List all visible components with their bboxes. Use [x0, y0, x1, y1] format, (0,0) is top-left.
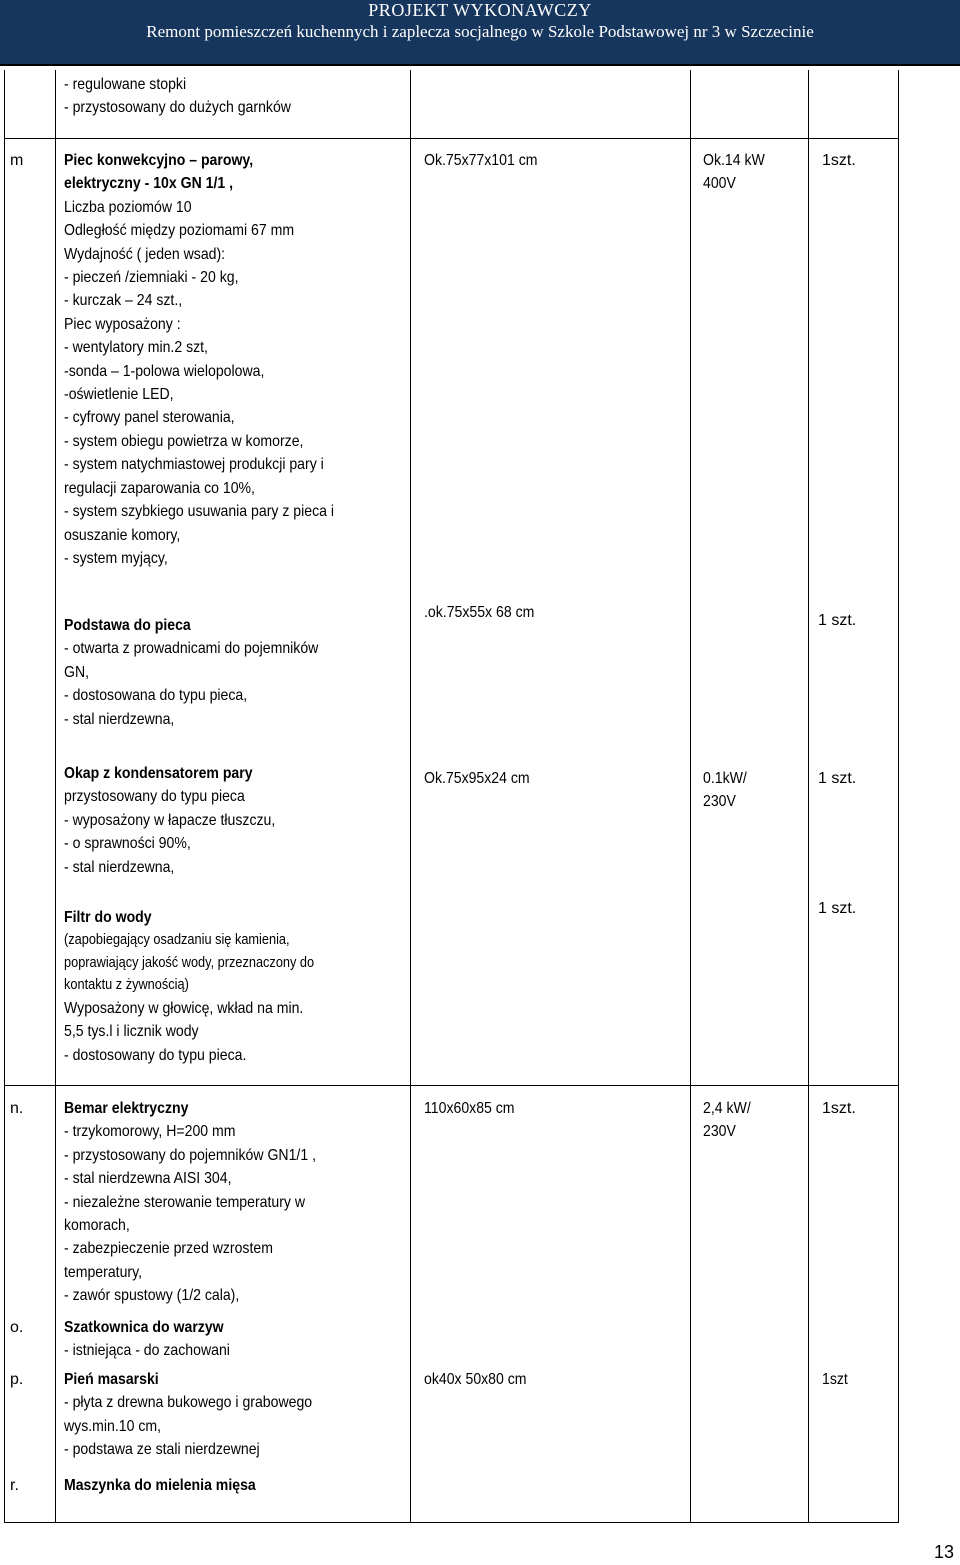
- top-continuation: [64, 73, 291, 120]
- text-line: Wyposażony w głowicę, wkład na min.: [64, 999, 304, 1017]
- item-m-power: [703, 149, 765, 196]
- header-title: PROJEKT WYKONAWCZY: [368, 0, 592, 20]
- text-line: (zapobiegający osadzaniu się kamienia,: [64, 932, 290, 949]
- item-title: Bemar elektryczny: [64, 1100, 189, 1117]
- text-line: 2,4 kW/: [703, 1100, 751, 1117]
- text-line: Ok.14 kW: [703, 152, 765, 169]
- item-p-dimensions: ok40x 50x80 cm: [424, 1371, 527, 1388]
- text-line: - podstawa ze stali nierdzewnej: [64, 1441, 260, 1459]
- item-p-quantity: 1szt: [822, 1371, 848, 1388]
- text-line: - dostosowany do typu pieca.: [64, 1046, 247, 1064]
- item-podstawa-description: [64, 614, 318, 731]
- text-line: 400V: [703, 175, 736, 193]
- item-title: elektryczny - 10x GN 1/1 ,: [64, 175, 234, 193]
- text-line: - wyposażony w łapacze tłuszczu,: [64, 811, 276, 829]
- text-line: - stal nierdzewna,: [64, 710, 175, 728]
- item-podstawa-quantity: 1 szt.: [818, 612, 857, 629]
- text-line: wys.min.10 cm,: [64, 1417, 162, 1435]
- document-header: [0, 0, 960, 64]
- item-n-description: [64, 1097, 316, 1308]
- text-line: - wentylatory min.2 szt,: [64, 339, 208, 357]
- text-line: - system natychmiastowej produkcji pary i: [64, 456, 324, 474]
- column-divider-4: [808, 70, 809, 1522]
- text-line: 0.1kW/: [703, 770, 747, 787]
- item-title: Piec konwekcyjno – parowy,: [64, 152, 254, 169]
- item-okap-dimensions: Ok.75x95x24 cm: [424, 770, 530, 787]
- item-o-description: [64, 1316, 230, 1363]
- item-m-quantity: 1szt.: [822, 152, 856, 169]
- item-n-quantity: 1szt.: [822, 1100, 856, 1117]
- item-title: Filtr do wody: [64, 909, 152, 926]
- item-n-power: [703, 1097, 751, 1144]
- text-line: -oświetlenie LED,: [64, 386, 174, 404]
- text-line: - przystosowany do dużych garnków: [64, 99, 291, 117]
- text-line: 230V: [703, 1123, 736, 1141]
- text-line: - otwarta z prowadnicami do pojemników: [64, 640, 319, 658]
- item-okap-power: [703, 767, 747, 814]
- text-line: osuszanie komory,: [64, 526, 181, 544]
- row-letter-m: m: [10, 152, 24, 169]
- text-line: - pieczeń /ziemniaki - 20 kg,: [64, 269, 239, 287]
- table-border-left: [4, 70, 5, 1522]
- text-line: - płyta z drewna bukowego i grabowego: [64, 1394, 313, 1412]
- text-line: poprawiający jakość wody, przeznaczony do: [64, 954, 315, 971]
- text-line: - stal nierdzewna,: [64, 858, 175, 876]
- text-line: - system szybkiego usuwania pary z pieca i: [64, 503, 334, 521]
- text-line: 230V: [703, 793, 736, 811]
- text-line: - przystosowany do pojemników GN1/1 ,: [64, 1146, 316, 1164]
- text-line: - cyfrowy panel sterowania,: [64, 409, 235, 427]
- item-title: Pień masarski: [64, 1371, 159, 1388]
- header-rule: [0, 64, 960, 66]
- row-divider-2: [4, 1085, 899, 1086]
- row-letter-n: n.: [10, 1100, 24, 1117]
- text-line: - istniejąca - do zachowani: [64, 1342, 230, 1360]
- row-letter-r: r.: [10, 1477, 19, 1494]
- text-line: - system myjący,: [64, 549, 168, 567]
- item-title: Okap z kondensatorem pary: [64, 765, 253, 782]
- text-line: - dostosowana do typu pieca,: [64, 687, 248, 705]
- item-filtr-quantity: 1 szt.: [818, 900, 857, 917]
- header-subtitle: Remont pomieszczeń kuchennych i zaplecza socjalnego w Szkole Podstawowej nr 3 w Szczecinie: [146, 22, 814, 41]
- page-number: 13: [934, 1542, 955, 1562]
- row-divider-1: [4, 138, 899, 139]
- item-m-description: [64, 149, 334, 570]
- text-line: - kurczak – 24 szt.,: [64, 292, 183, 310]
- item-okap-quantity: 1 szt.: [818, 770, 857, 787]
- text-line: Piec wyposażony :: [64, 315, 181, 333]
- item-p-description: [64, 1368, 312, 1462]
- text-line: Odległość między poziomami 67 mm: [64, 222, 295, 240]
- text-line: - system obiegu powietrza w komorze,: [64, 432, 304, 450]
- text-line: Wydajność ( jeden wsad):: [64, 245, 226, 263]
- text-line: 5,5 tys.l i licznik wody: [64, 1023, 199, 1041]
- text-line: Liczba poziomów 10: [64, 198, 192, 216]
- text-line: - o sprawności 90%,: [64, 835, 191, 853]
- text-line: temperatury,: [64, 1263, 142, 1281]
- item-n-dimensions: 110x60x85 cm: [424, 1100, 515, 1117]
- text-line: przystosowany do typu pieca: [64, 788, 245, 806]
- column-divider-3: [690, 70, 691, 1522]
- text-line: - zabezpieczenie przed wzrostem: [64, 1240, 273, 1258]
- text-line: komorach,: [64, 1217, 130, 1235]
- item-filtr-description: [64, 906, 314, 1067]
- table-border-bottom: [4, 1522, 899, 1523]
- text-line: kontaktu z żywnością): [64, 977, 189, 994]
- item-title: Podstawa do pieca: [64, 617, 191, 634]
- item-r-title: Maszynka do mielenia mięsa: [64, 1477, 256, 1494]
- text-line: - stal nierdzewna AISI 304,: [64, 1170, 232, 1188]
- row-letter-o: o.: [10, 1319, 24, 1336]
- text-line: - niezależne sterowanie temperatury w: [64, 1193, 306, 1211]
- column-divider-2: [410, 70, 411, 1522]
- item-okap-description: [64, 762, 275, 879]
- text-line: - trzykomorowy, H=200 mm: [64, 1123, 236, 1141]
- text-line: - zawór spustowy (1/2 cala),: [64, 1287, 240, 1305]
- row-letter-p: p.: [10, 1371, 24, 1388]
- text-line: - regulowane stopki: [64, 76, 187, 93]
- item-title: Szatkownica do warzyw: [64, 1319, 224, 1336]
- text-line: -sonda – 1-polowa wielopolowa,: [64, 362, 265, 380]
- column-divider-1: [55, 70, 56, 1522]
- item-podstawa-dimensions: .ok.75x55x 68 cm: [424, 604, 535, 621]
- item-m-dimensions: Ok.75x77x101 cm: [424, 152, 538, 169]
- text-line: regulacji zaparowania co 10%,: [64, 479, 255, 497]
- text-line: GN,: [64, 663, 90, 681]
- table-border-right: [898, 70, 899, 1522]
